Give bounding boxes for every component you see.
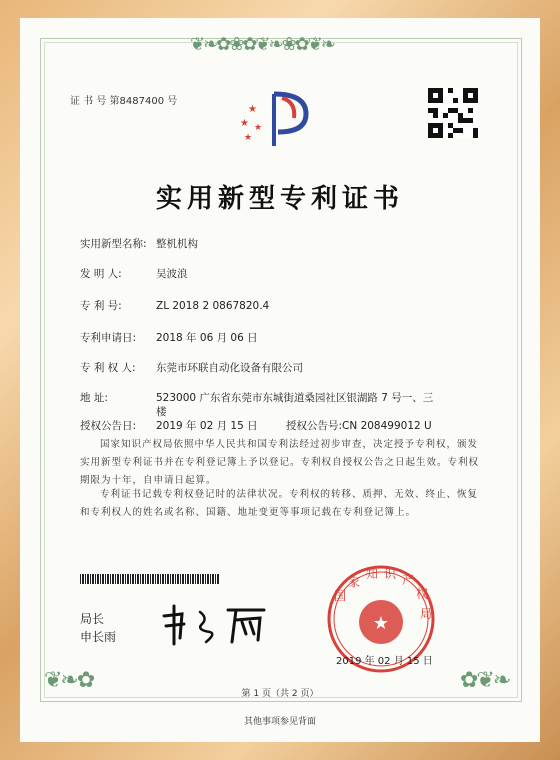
right-ornament: ✿❦❧ <box>460 668 510 693</box>
svg-text:家: 家 <box>348 575 361 589</box>
field-value: 523000 广东省东莞市东城街道桑园社区银湖路 7 号一、三 <box>156 392 434 404</box>
field-value: ZL 2018 2 0867820.4 <box>156 300 270 312</box>
field-label: 地 址: <box>80 392 108 404</box>
field-address-cont <box>80 404 167 419</box>
svg-text:★: ★ <box>244 133 253 143</box>
svg-text:★: ★ <box>254 123 263 133</box>
svg-text:产: 产 <box>402 573 415 587</box>
svg-text:识: 识 <box>384 567 397 581</box>
field-value: 整机机构 <box>156 238 198 250</box>
field-value: 楼 <box>156 406 167 418</box>
svg-text:国: 国 <box>334 589 347 603</box>
field-value: 2018 年 06 月 06 日 <box>156 332 258 344</box>
signer-name: 申长雨 <box>80 630 117 644</box>
left-ornament: ❦❧✿ <box>44 668 94 693</box>
field-label: 专 利 权 人: <box>80 362 136 374</box>
signer-title: 局长 <box>80 612 105 626</box>
announce-date-label: 授权公告日: <box>80 420 137 432</box>
field-value: 东莞市环联自动化设备有限公司 <box>156 362 303 374</box>
field-inventor <box>80 266 188 281</box>
field-label: 专利申请日: <box>80 332 137 344</box>
footer-note: 其他事项参见背面 <box>243 717 316 727</box>
field-address <box>80 390 433 405</box>
svg-text:★: ★ <box>372 613 390 634</box>
cnipa-logo-icon <box>234 84 314 154</box>
svg-text:局: 局 <box>420 607 433 621</box>
field-value: 吴波浪 <box>156 268 188 280</box>
field-label: 实用新型名称: <box>80 238 147 250</box>
svg-text:知: 知 <box>366 567 379 581</box>
field-application-date <box>80 330 258 345</box>
svg-text:★: ★ <box>240 118 249 129</box>
barcode-icon <box>80 574 220 584</box>
certificate-paper <box>20 18 540 742</box>
signature-icon <box>156 598 276 648</box>
paragraph-grant: 国家知识产权局依照中华人民共和国专利法经过初步审查，决定授予专利权，颁发实用新型专利证书并在专利登记簿上予以登记。专利权自授权公告之日起生效。专利权期限为十年，自申请日起算。 <box>80 439 480 486</box>
svg-text:★: ★ <box>248 104 257 115</box>
qr-code-icon <box>428 88 478 138</box>
field-announcement <box>80 418 432 433</box>
svg-text:权: 权 <box>416 587 429 601</box>
seal-date: 2019 年 02 月 15 日 <box>336 656 433 667</box>
field-label: 发 明 人: <box>80 268 122 280</box>
field-utility-name <box>80 236 198 251</box>
certificate-number: 证 书 号 第8487400 号 <box>70 96 178 107</box>
announce-date: 2019 年 02 月 15 日 <box>156 420 258 432</box>
field-label: 专 利 号: <box>80 300 122 312</box>
paragraph-legal-status: 专利证书记载专利权登记时的法律状况。专利权的转移、质押、无效、终止、恢复和专利权人的姓名或名称、国籍、地址变更等事项记载在专利登记簿上。 <box>80 489 479 518</box>
field-patentee <box>80 360 303 375</box>
announce-no-label: 授权公告号: <box>286 420 343 432</box>
certificate-title: 实用新型专利证书 <box>155 184 404 214</box>
announce-no: CN 208499012 U <box>342 420 432 432</box>
field-patent-number <box>80 298 269 313</box>
page-number: 第 1 页（共 2 页） <box>241 689 319 699</box>
top-ornament: ❦❧✿❀✿❦❧❀✿❦❧ <box>190 34 334 55</box>
